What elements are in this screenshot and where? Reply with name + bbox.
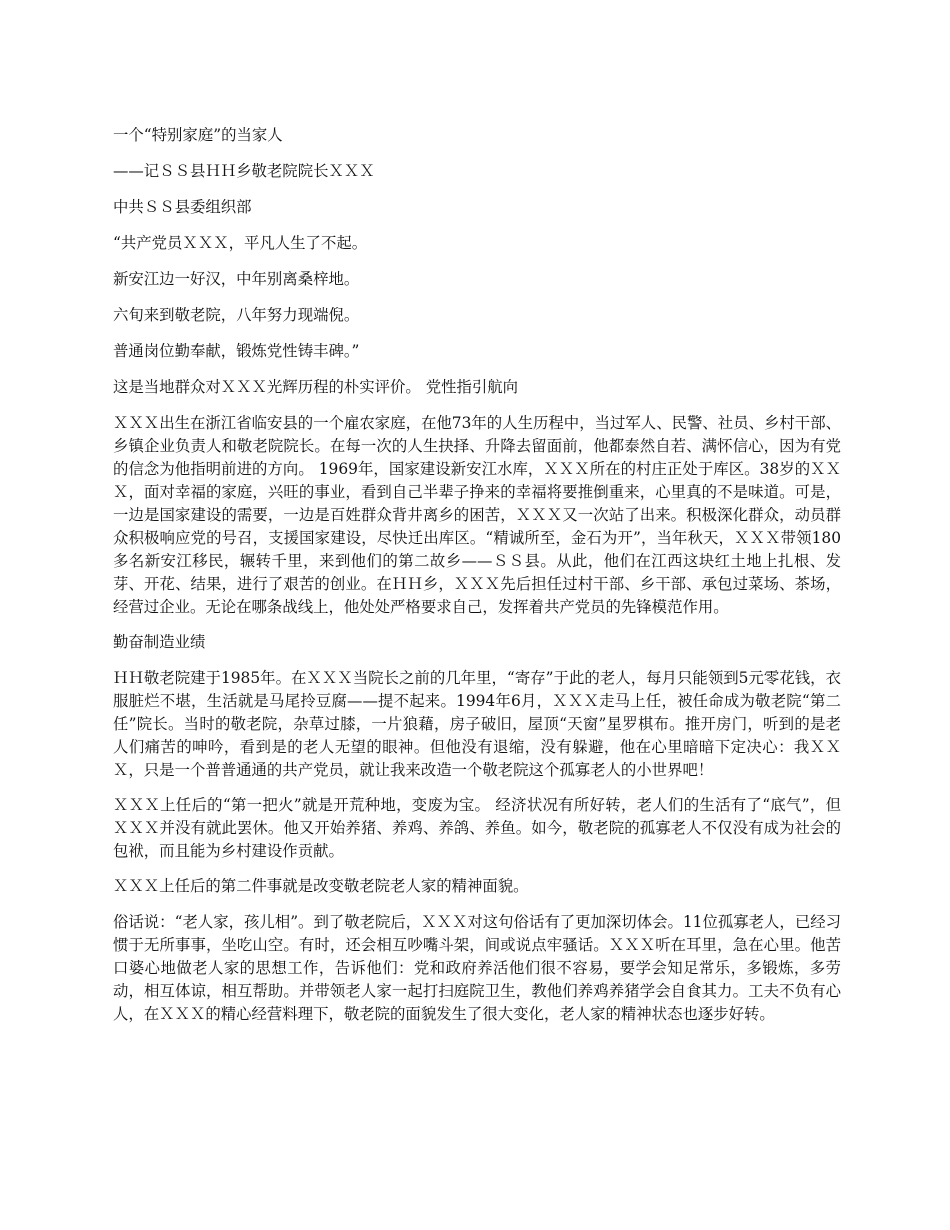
poem-line: 新安江边一好汉，中年别离桑梓地。 (113, 270, 360, 288)
body-paragraph: ＸＸＸ上任后的“第一把火”就是开荒种地，变废为宝。 经济状况有所好转，老人们的生活有了“底气”，但ＸＸＸ并没有就此罢休。他又开始养猪、养鸡、养鸽、养鱼。如今，敬老院的孤寡老人不仅没有成为社会的包袱，而且能为乡村建设作贡献。 (113, 796, 841, 860)
poem-line: 普通岗位勤奉献，锻炼党性铸丰碑。” (113, 342, 360, 360)
body-paragraph: ＸＸＸ出生在浙江省临安县的一个雇农家庭，在他73年的人生历程中，当过军人、民警、社员、乡村干部、乡镇企业负责人和敬老院院长。在每一次的人生抉择、升降去留面前，他都泰然自若、满怀信心，因为有党的信念为他指明前进的方向。 1969年，国家建设新安江水库，ＸＸＸ所在的村庄正处于库区。38岁的ＸＸＸ，面对幸福的家庭，兴旺的事业，看到自己半辈子挣来的幸福将要推倒重来，心里真的不是味道。可是，一边是国家建设的需要，一边是百姓群众背井离乡的困苦，ＸＸＸ又一次站了出来。积极深化群众，动员群众积极响应党的号召，支援国家建设，尽快迁出库区。“精诚所至，金石为开”，当年秋天，ＸＸＸ带领180多名新安江移民，辗转千里，来到他们的第二故乡——ＳＳ县。从此，他们在江西这块红土地上扎根、发芽、开花、结果，进行了艰苦的创业。在ＨＨ乡，ＸＸＸ先后担任过村干部、乡干部、承包过菜场、茶场，经营过企业。无论在哪条战线上，他处处严格要求自己，发挥着共产党员的先锋模范作用。 (113, 414, 841, 616)
document-body (113, 124, 841, 1038)
document-title: 一个“特别家庭”的当家人 (113, 126, 283, 144)
document-subtitle: ——记ＳＳ县ＨＨ乡敬老院院长ＸＸＸ (113, 162, 375, 180)
body-paragraph: ＸＸＸ上任后的第二件事就是改变敬老院老人家的精神面貌。 (113, 877, 529, 895)
document-author: 中共ＳＳ县委组织部 (113, 198, 252, 216)
poem-line: 六旬来到敬老院，八年努力现端倪。 (113, 306, 360, 324)
section-heading: 勤奋制造业绩 (113, 633, 206, 651)
body-paragraph: ＨＨ敬老院建于1985年。在ＸＸＸ当院长之前的几年里，“寄存”于此的老人，每月只能领到5元零花钱，衣服脏烂不堪，生活就是马尾拎豆腐——提不起来。1994年6月，ＸＸＸ走马上任，被任命成为敬老院“第二任”院长。当时的敬老院，杂草过膝，一片狼藉，房子破旧，屋顶“天窗”星罗棋布。推开房门，听到的是老人们痛苦的呻吟，看到是的老人无望的眼神。但他没有退缩，没有躲避，他在心里暗暗下定决心：我ＸＸＸ，只是一个普普通通的共产党员，就让我来改造一个敬老院这个孤寡老人的小世界吧！ (113, 669, 841, 779)
intro-paragraph: 这是当地群众对ＸＸＸ光辉历程的朴实评价。 党性指引航向 (113, 378, 519, 396)
poem-line: “共产党员ＸＸＸ，平凡人生了不起。 (113, 234, 368, 252)
body-paragraph: 俗话说：“老人家，孩儿相”。到了敬老院后，ＸＸＸ对这句俗话有了更加深切体会。11位孤寡老人，已经习惯于无所事事，坐吃山空。有时，还会相互吵嘴斗架，间或说点牢骚话。ＸＸＸ听在耳里，急在心里。他苦口婆心地做老人家的思想工作，告诉他们：党和政府养活他们很不容易，要学会知足常乐，多锻炼，多劳动，相互体谅，相互帮助。并带领老人家一起打扫庭院卫生，教他们养鸡养猪学会自食其力。工夫不负有心人，在ＸＸＸ的精心经营料理下，敬老院的面貌发生了很大变化，老人家的精神状态也逐步好转。 (113, 913, 841, 1023)
